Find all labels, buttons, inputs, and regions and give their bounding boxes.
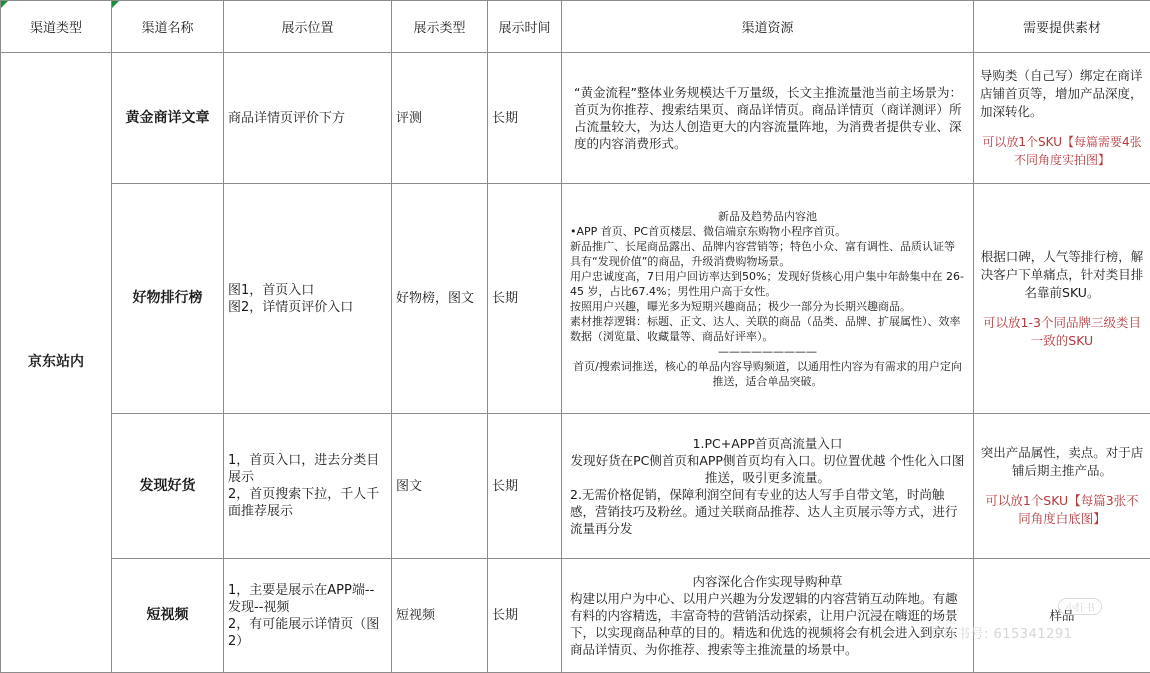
resource-line: 发现好货在PC侧首页和APP侧首页均有入口。切位置优越 个性化入口图推送，吸引更多流量。 — [570, 453, 965, 485]
position-cell — [224, 414, 392, 559]
position-cell — [224, 559, 392, 673]
table-row — [1, 559, 1150, 673]
channel-name-cell: 发现好货 — [112, 414, 224, 559]
resource-line: “黄金流程”整体业务规模达千万量级，长文主推流量池当前主场景为：首页为你推荐、搜索结果页、商品详情页。商品详情页（商详测评）所占流量较大，为达人创造更大的内容流量阵地，为消费者提供专业、深度的内容消费形式。 — [574, 85, 962, 151]
display-type-cell: 图文 — [392, 414, 488, 559]
header-time: 展示时间 — [488, 1, 562, 53]
resource-line: 2.无需价格促销，保障利润空间有专业的达人写手自带文笔，时尚触感，营销技巧及粉丝。通过关联商品推荐、达人主页展示等方式，进行流量再分发 — [570, 487, 958, 536]
resource-line: 用户忠诚度高，7日用户回访率达到50%；发现好货核心用户集中年龄集中在 26-45 岁，占比67.4%；男性用户高于女性。 — [570, 269, 964, 298]
header-display-type: 展示类型 — [392, 1, 488, 53]
position-line: 2，首页搜索下拉，千人千面推荐展示 — [228, 487, 380, 519]
resource-line: 新品推广、长尾商品露出、品牌内容营销等；特色小众、富有调性、品质认证等具有“发现价值”的商品，升级消费购物场景。 — [570, 239, 955, 268]
resource-line: 按照用户兴趣，曝光多为短期兴趣商品；极少一部分为长期兴趣商品。 — [570, 299, 911, 313]
resource-line: 素材推荐逻辑：标题、正文、达人、关联的商品（品类、品牌、扩展属性）、效率数据（浏览量、收藏量等、商品好评率）。 — [570, 314, 961, 343]
display-type-cell: 好物榜，图文 — [392, 184, 488, 414]
resource-line: 首页/搜索词推送，核心的单品内容导购频道，以通用性内容为有需求的用户定向推送，适合单品突破。 — [573, 359, 962, 388]
material-requirement: 可以放1个SKU【每篇需要4张不同角度实拍图】 — [982, 135, 1142, 167]
header-position: 展示位置 — [224, 1, 392, 53]
cell-comment-marker — [112, 1, 119, 8]
watermark-text: 小红书号: 615341291 — [930, 627, 1073, 642]
header-material: 需要提供素材 — [974, 1, 1150, 53]
channel-name-cell: 短视频 — [112, 559, 224, 673]
header-resource: 渠道资源 — [562, 1, 974, 53]
resource-line: 1.PC+APP首页高流量入口 — [692, 436, 843, 451]
time-cell: 长期 — [488, 184, 562, 414]
position-cell — [224, 184, 392, 414]
material-cell — [974, 53, 1150, 184]
resource-cell — [562, 184, 974, 414]
position-line: 图1，首页入口 — [228, 282, 315, 298]
material-text: 根据口碑，人气等排行榜，解决客户下单痛点，针对类目排名靠前SKU。 — [980, 248, 1144, 300]
cell-comment-marker — [1, 1, 8, 8]
resource-line: 构建以用户为中心、以用户兴趣为分发逻辑的内容营销互动阵地。有趣有料的内容精选，丰富奇特的营销活动探索，让用户沉浸在嗨逛的场景下，以实现商品种草的目的。精选和优选的视频将会有机会进入到京东商品详情页、为你推荐、搜索等主推流量的场景中。 — [570, 591, 958, 657]
material-requirement: 可以放1-3个同品牌三级类目一致的SKU — [983, 314, 1141, 348]
resource-cell — [562, 53, 974, 184]
table-row — [1, 53, 1150, 184]
resource-cell — [562, 559, 974, 673]
time-cell: 长期 — [488, 559, 562, 673]
material-text: 导购类（自己写）绑定在商详店铺首页等，增加产品深度，加深转化。 — [980, 68, 1143, 119]
resource-line: •APP 首页、PC首页楼层、微信端京东购物小程序首页。 — [570, 224, 847, 238]
channel-type-cell: 京东站内 — [1, 53, 112, 673]
resource-cell — [562, 414, 974, 559]
header-channel-type: 渠道类型 — [1, 1, 112, 53]
time-cell: 长期 — [488, 53, 562, 184]
table-row — [1, 414, 1150, 559]
resource-line: 新品及趋势品内容池 — [718, 209, 817, 223]
material-text: 突出产品属性，卖点。对于店铺后期主推产品。 — [980, 445, 1144, 478]
position-line: 商品详情页评价下方 — [228, 110, 346, 126]
channel-name-cell: 黄金商详文章 — [112, 53, 224, 184]
time-cell: 长期 — [488, 414, 562, 559]
header-channel-name: 渠道名称 — [112, 1, 224, 53]
position-line: 图2，详情页评价入口 — [228, 299, 354, 315]
table-row — [1, 184, 1150, 414]
position-cell — [224, 53, 392, 184]
watermark-logo: 小红书 — [1058, 598, 1102, 615]
display-type-cell: 短视频 — [392, 559, 488, 673]
resource-line: 内容深化合作实现导购种草 — [692, 574, 843, 589]
material-text: 样品 — [1049, 607, 1075, 623]
material-cell — [974, 559, 1150, 673]
material-requirement: 可以放1个SKU【每篇3张不同角度白底图】 — [985, 493, 1139, 526]
header-row — [1, 1, 1150, 53]
material-cell — [974, 184, 1150, 414]
position-line: 2，有可能展示详情页（图2） — [228, 616, 380, 649]
resource-divider: ————————— — [718, 344, 817, 358]
display-type-cell: 评测 — [392, 53, 488, 184]
position-line: 1，主要是展示在APP端--发现--视频 — [228, 582, 375, 615]
position-line: 1，首页入口，进去分类目展示 — [228, 453, 380, 485]
channel-name-cell: 好物排行榜 — [112, 184, 224, 414]
material-cell — [974, 414, 1150, 559]
